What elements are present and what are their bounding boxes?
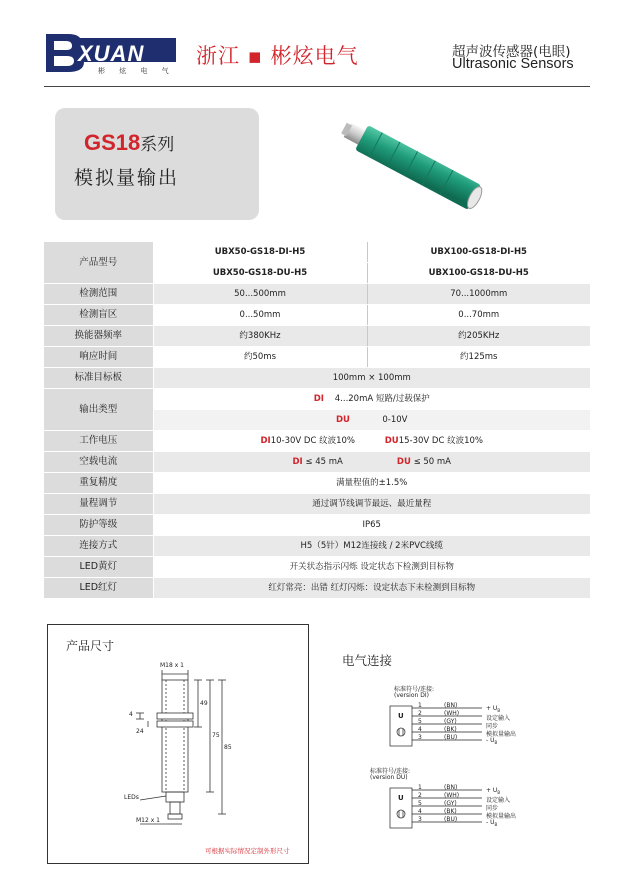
current-du-tag: DU [396, 457, 411, 467]
logo-subtext: 彬 炫 电 气 [98, 67, 175, 75]
table-row [44, 431, 590, 452]
table-row [44, 368, 590, 389]
table-row [44, 284, 590, 305]
cell-full: H5（5针）M12连接线 / 2米PVC线缆 [153, 536, 590, 557]
row-label-model: 产品型号 [44, 242, 153, 284]
electrical-title: 电气连接 [342, 653, 393, 668]
row-label: 防护等级 [44, 515, 153, 536]
output-du-tag: DU [335, 415, 350, 425]
dim-label-85: 85 [224, 744, 232, 751]
row-label: 响应时间 [44, 347, 153, 368]
signal: - $U_B$ [486, 819, 498, 828]
pin: 4 [418, 726, 422, 733]
dim-label-m18: M18 x 1 [160, 662, 184, 669]
table-row [44, 536, 590, 557]
cell-left: 50...500mm [153, 284, 367, 305]
series-title [84, 130, 174, 156]
cell-right: 约125ms [367, 347, 590, 368]
pin: 4 [418, 808, 422, 815]
cell-full: 通过调节线调节最远、最近量程 [153, 494, 590, 515]
row-label-output: 输出类型 [44, 389, 153, 431]
wire-color: (BN) [444, 784, 458, 791]
table-row [44, 494, 590, 515]
model-right-1: UBX100-GS18-DI-H5 [367, 242, 590, 263]
wire-color: (BU) [444, 734, 458, 741]
row-label: 量程调节 [44, 494, 153, 515]
output-du [153, 410, 590, 431]
row-label: 连接方式 [44, 536, 153, 557]
dim-label-4: 4 [129, 711, 133, 718]
category-en: Ultrasonic Sensors [452, 56, 574, 72]
wire-color: (BN) [444, 702, 458, 709]
cell-full: 红灯常亮：出错 红灯闪烁：设定状态下未检测到目标物 [153, 578, 590, 599]
model-right-2: UBX100-GS18-DU-H5 [367, 263, 590, 284]
pin: 5 [418, 718, 422, 725]
cell-full: 满量程值的±1.5% [153, 473, 590, 494]
wire-color: (BK) [444, 726, 457, 733]
row-label: 标准目标板 [44, 368, 153, 389]
wire-color: (WH) [444, 710, 460, 717]
wiring-diagram-du [370, 766, 542, 838]
logo-text: XUAN [78, 41, 145, 66]
cell-full: IP65 [153, 515, 590, 536]
table-row [44, 473, 590, 494]
pin: 2 [418, 710, 422, 717]
voltage-di-tag: DI [260, 436, 271, 446]
cell-right: 0...70mm [367, 305, 590, 326]
dimensions-title: 产品尺寸 [66, 639, 115, 653]
model-left-2: UBX50-GS18-DU-H5 [153, 263, 367, 284]
table-row [44, 242, 590, 263]
current-cell [153, 452, 590, 473]
cell-left: 0...50mm [153, 305, 367, 326]
table-row [44, 326, 590, 347]
output-du-value: 0-10V [382, 415, 408, 425]
signal: - $U_B$ [486, 737, 498, 746]
row-label: 换能器频率 [44, 326, 153, 347]
signal: 设定输入 [486, 715, 511, 722]
spec-table [44, 242, 590, 599]
header-divider [44, 86, 590, 87]
dim-label-m12: M12 x 1 [136, 817, 160, 824]
table-row [44, 578, 590, 599]
table-row [44, 305, 590, 326]
diagram-title-2: (version DU) [370, 774, 408, 781]
pin: 1 [418, 784, 422, 791]
signal: + $U_B$ [486, 705, 501, 714]
signal: + $U_B$ [486, 787, 501, 796]
wire-color: (GY) [444, 718, 457, 725]
current-du-value: ≤ 50 mA [413, 457, 451, 467]
table-row [44, 452, 590, 473]
cell-right: 70...1000mm [367, 284, 590, 305]
table-row [44, 557, 590, 578]
cell-left: 约50ms [153, 347, 367, 368]
dimensions-note: 可根据实际情况定制外形尺寸 [205, 847, 290, 855]
diagram-title-1: 标准符号/连接: [370, 768, 411, 775]
cell-full: 100mm × 100mm [153, 368, 590, 389]
dim-label-leds: LEDs [124, 794, 139, 801]
company-name: 浙江 ▪ 彬炫电气 [196, 44, 359, 68]
wire-color: (GY) [444, 800, 457, 807]
series-code: GS18 [84, 130, 141, 155]
pin: 3 [418, 734, 422, 741]
dim-label-24: 24 [136, 728, 144, 735]
output-di-tag: DI [313, 394, 324, 404]
wire-color: (WH) [444, 792, 460, 799]
output-di-value: 4...20mA 短路/过载保护 [334, 394, 430, 404]
output-di [153, 389, 590, 410]
pin: 3 [418, 816, 422, 823]
voltage-du-tag: DU [384, 436, 399, 446]
voltage-du-value: 15-30V DC 纹波10% [398, 436, 483, 446]
signal: 同步 [486, 805, 499, 812]
wiring-diagram-di [382, 684, 542, 756]
row-label: 工作电压 [44, 431, 153, 452]
row-label: LED黄灯 [44, 557, 153, 578]
row-label: 重复精度 [44, 473, 153, 494]
diagram-title-2: (version DI) [394, 692, 429, 699]
table-row [44, 389, 590, 410]
table-row [44, 515, 590, 536]
voltage-cell [153, 431, 590, 452]
wire-color: (BU) [444, 816, 458, 823]
row-label: 空载电流 [44, 452, 153, 473]
cell-full: 开关状态指示闪烁 设定状态下检测到目标物 [153, 557, 590, 578]
dimension-drawing [110, 660, 260, 830]
dim-label-49: 49 [200, 700, 208, 707]
signal: 设定输入 [486, 797, 511, 804]
diagram-title-1: 标准符号/连接: [394, 686, 435, 693]
sensor-product-image [330, 112, 500, 222]
signal: 模拟量输出 [486, 813, 517, 820]
table-row [44, 347, 590, 368]
row-label: 检测范围 [44, 284, 153, 305]
current-di-value: ≤ 45 mA [305, 457, 343, 467]
signal: 同步 [486, 723, 499, 730]
current-di-tag: DI [292, 457, 303, 467]
diagram-box-label: U [398, 712, 404, 720]
pin: 2 [418, 792, 422, 799]
signal: 模拟量输出 [486, 731, 517, 738]
dim-label-75: 75 [212, 732, 220, 739]
model-left-1: UBX50-GS18-DI-H5 [153, 242, 367, 263]
category-cn: 超声波传感器(电眼) [452, 44, 571, 60]
pin: 5 [418, 800, 422, 807]
series-suffix: 系列 [140, 135, 175, 154]
product-subtitle: 模拟量输出 [74, 167, 180, 189]
voltage-di-value: 10-30V DC 纹波10% [270, 436, 355, 446]
diagram-box-label: U [398, 794, 404, 802]
cell-right: 约205KHz [367, 326, 590, 347]
pin: 1 [418, 702, 422, 709]
wire-color: (BK) [444, 808, 457, 815]
cell-left: 约380KHz [153, 326, 367, 347]
row-label: LED红灯 [44, 578, 153, 599]
row-label: 检测盲区 [44, 305, 153, 326]
